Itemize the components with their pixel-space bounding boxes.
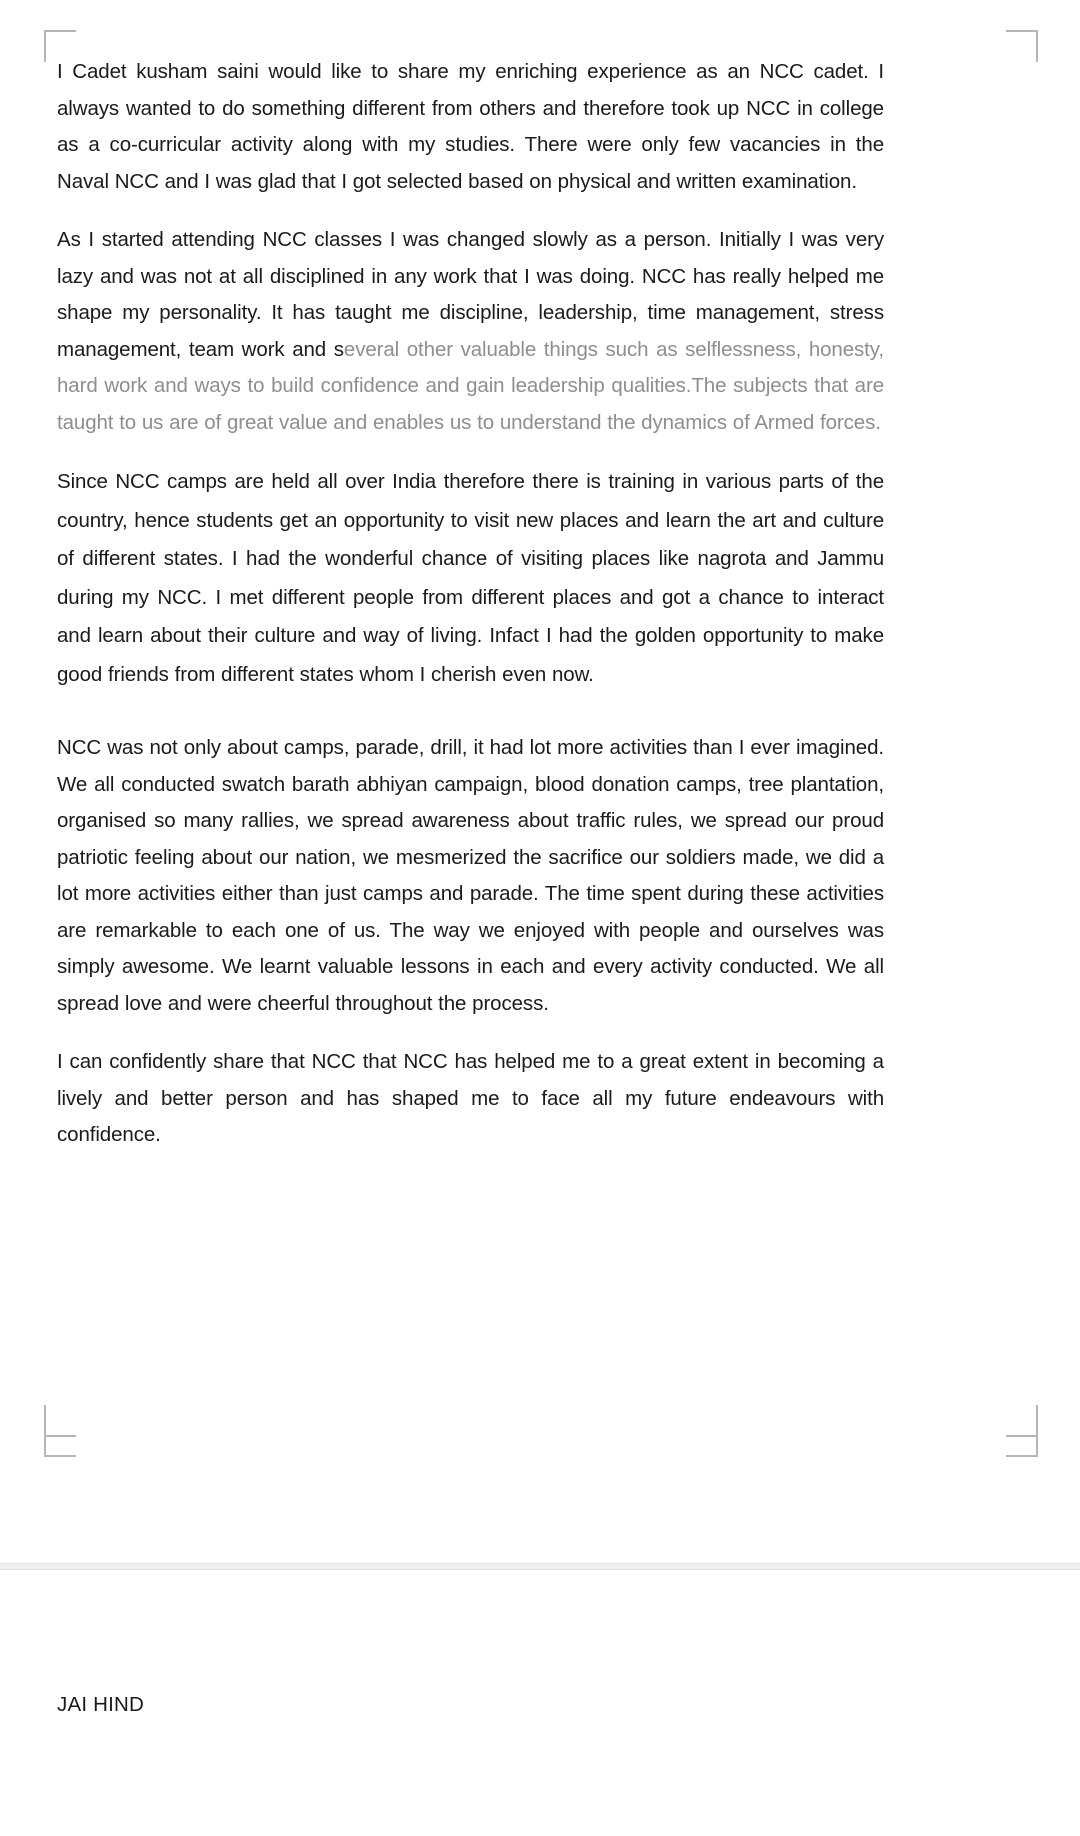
crop-mark-top-right-icon [1006,30,1038,62]
paragraph-camps-travel: Since NCC camps are held all over India therefore there is training in various parts of the country, hence students get an opportunity to visit new places and learn the art and culture of different states. I had the wonderful chance of visiting places like nagrota and Jammu during my NCC. I met different people from different places and got a chance to interact and learn about their culture and way of living. Infact I had the golden opportunity to make good friends from different states whom I cherish even now. [57,470,884,686]
paragraph-ncc-classes-black-run: As I started attending NCC classes I was changed slowly as a person. Initially I was very lazy and was not at all disciplined in any work that I was doing. NCC has really helped me shape my personality. It has taught me discipline, leadership, time management, stress management, team work and s [57,228,884,361]
document-text-column [57,54,884,1154]
closing-salutation: JAI HIND [57,1693,145,1716]
page-separator [0,1563,1080,1570]
paragraph-ncc-classes-faded-run: everal other valuable things such as selflessness, honesty, hard work and ways to build confidence and gain leadership qualities.The subjects that are taught to us are of great value and enables us to understand the dynamics of Armed forces. [57,337,885,434]
paragraph-conclusion: I can confidently share that NCC that NCC has helped me to a great extent in becoming a lively and better person and has shaped me to face all my future endeavours with confidence. [57,1050,884,1146]
paragraph-activities: NCC was not only about camps, parade, drill, it had lot more activities than I ever imagined. We all conducted swatch barath abhiyan campaign, blood donation camps, tree plantation, organised so many rallies, we spread awareness about traffic rules, we spread our proud patriotic feeling about our nation, we mesmerized the sacrifice our soldiers made, we did a lot more activities either than just camps and parade. The time spent during these activities are remarkable to each one of us. The way we enjoyed with people and ourselves was simply awesome. We learnt valuable lessons in each and every activity conducted. We all spread love and were cheerful throughout the process. [57,736,884,1015]
paragraph-ncc-classes [57,222,884,441]
document-page-2 [0,1570,1080,1836]
crop-mark-bottom-right-icon [1006,1405,1038,1437]
crop-mark-bottom-left-icon [44,1405,76,1437]
paragraph-intro: I Cadet kusham saini would like to share my enriching experience as an NCC cadet. I always wanted to do something different from others and therefore took up NCC in college as a co-curricular activity along with my studies. There were only few vacancies in the Naval NCC and I was glad that I got selected based on physical and written examination. [57,60,884,193]
